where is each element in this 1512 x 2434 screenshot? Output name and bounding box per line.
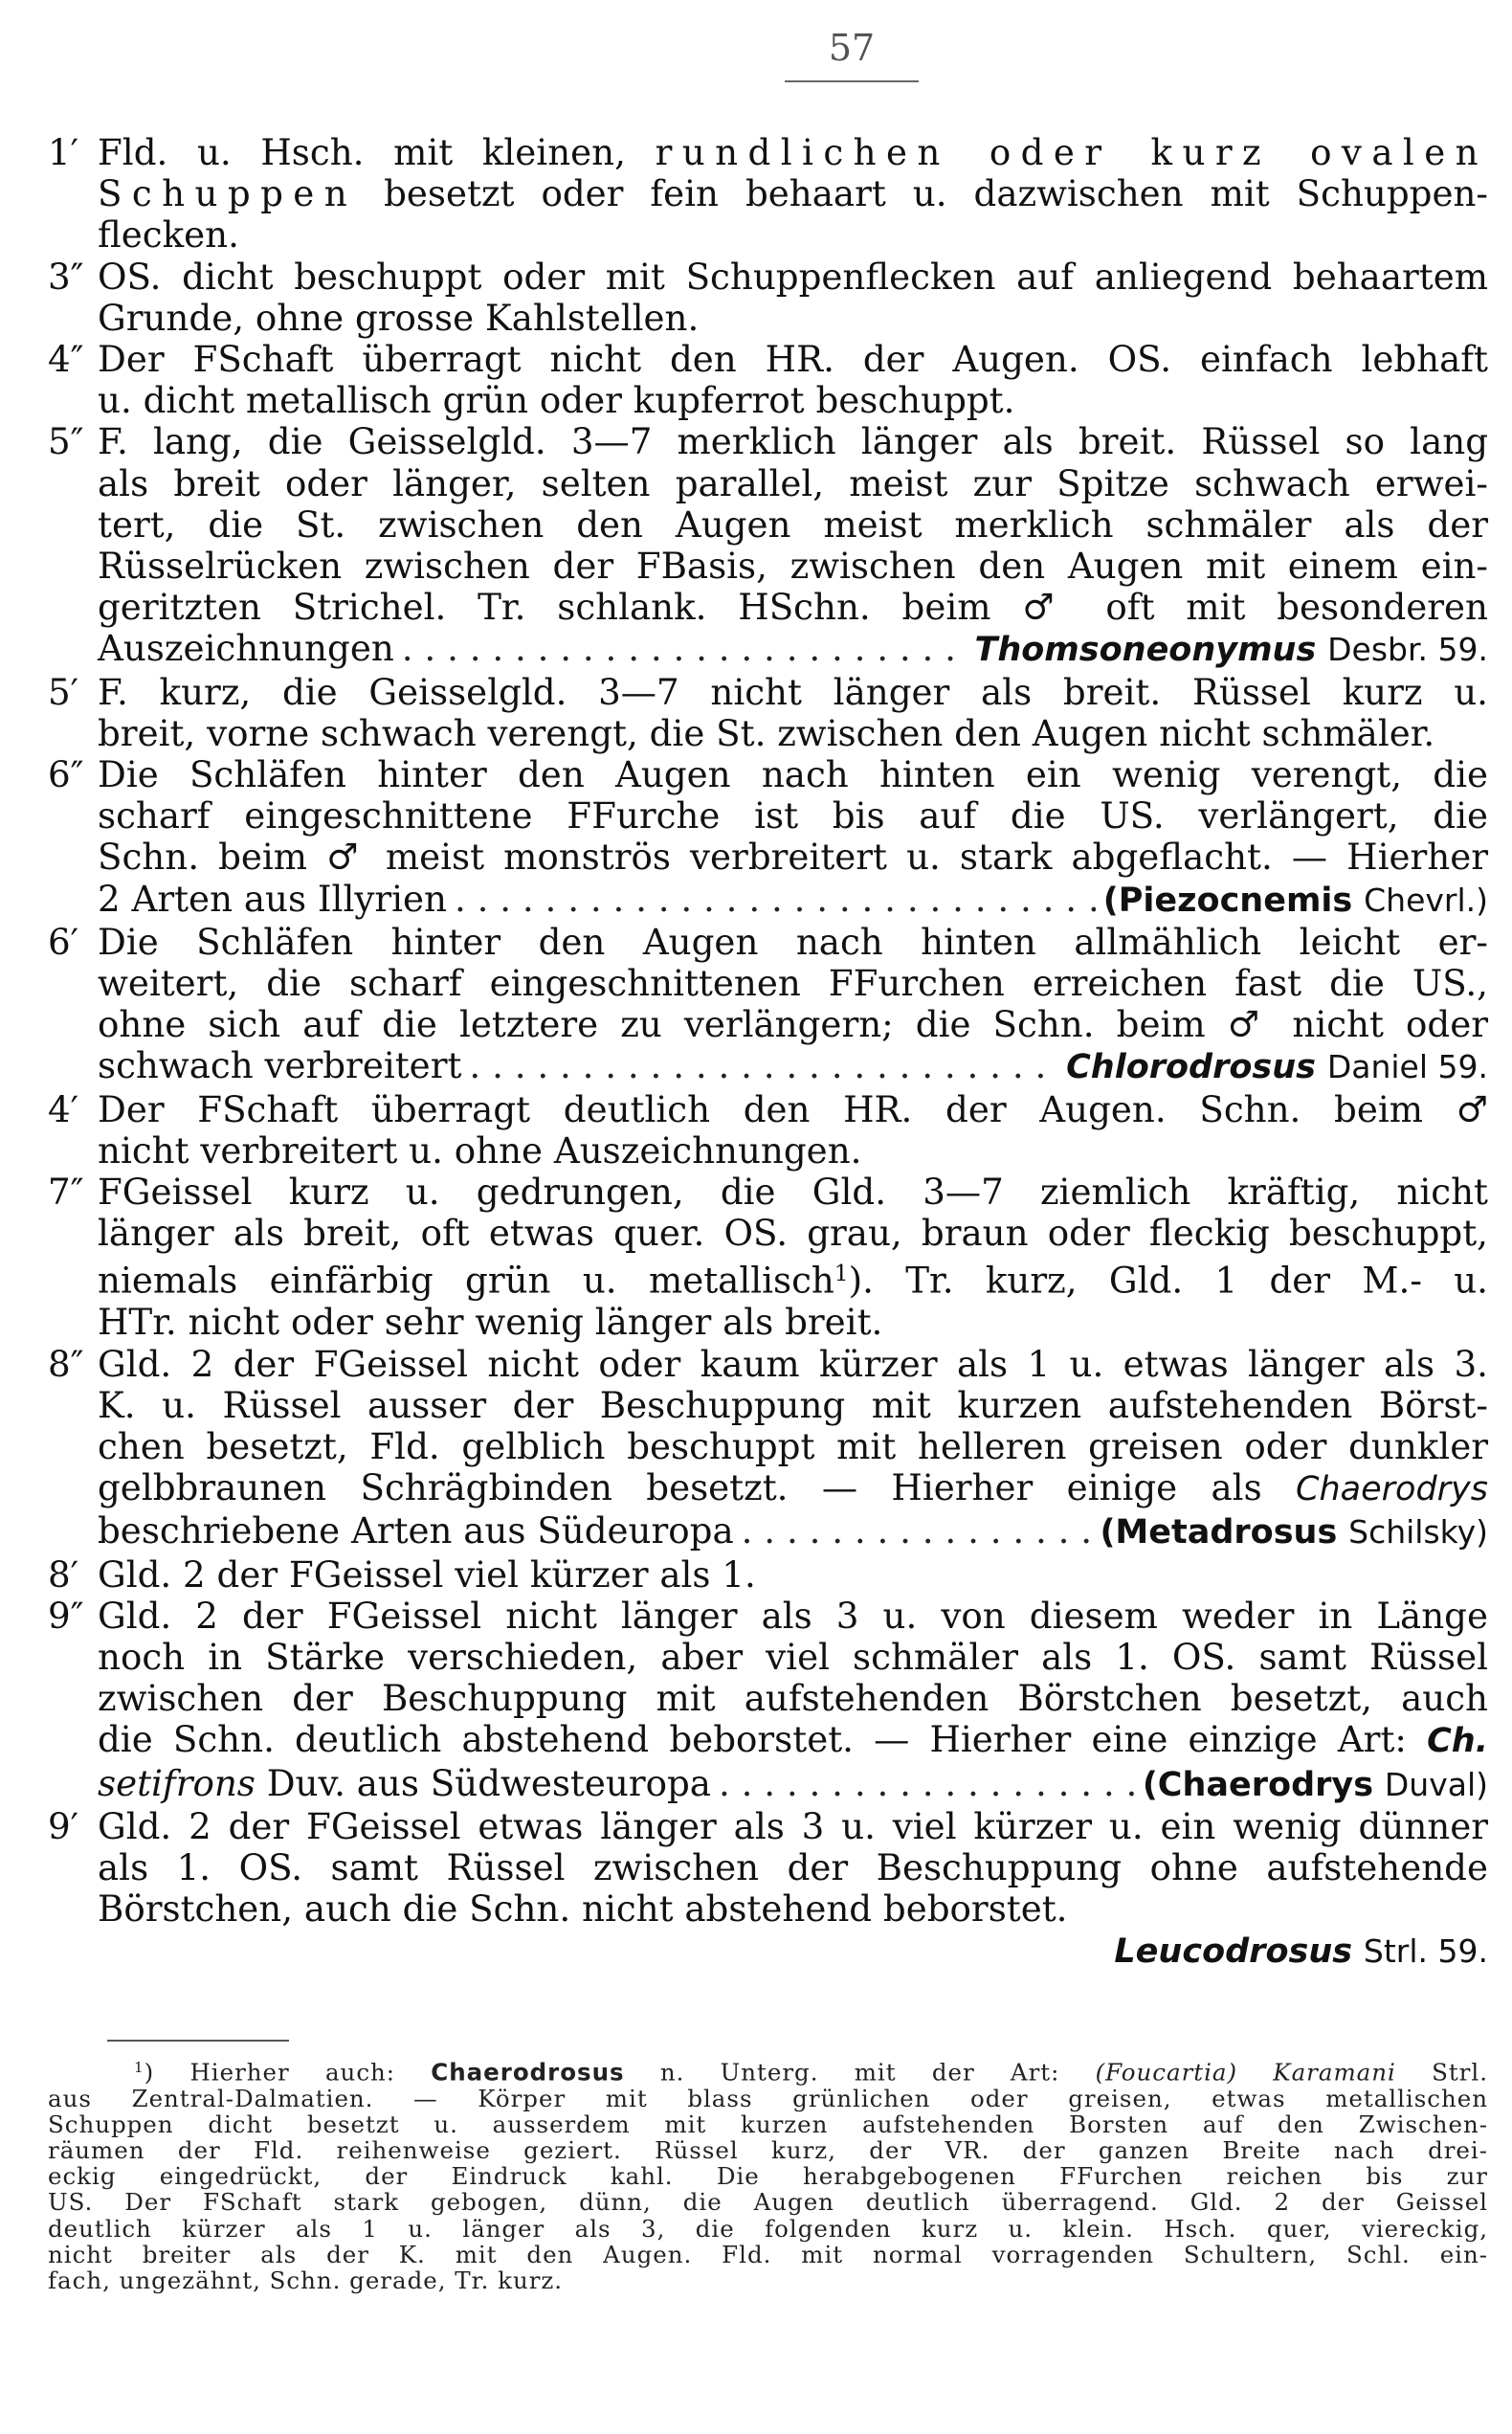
entry-line: Gld. 2 der FGeissel nicht länger als 3 u. von diesem weder in Länge	[98, 1594, 1488, 1637]
author: Strl. 59.	[1363, 1932, 1488, 1971]
genus-name: Chaerodrys	[1296, 1470, 1489, 1509]
entry-line: Gld. 2 der FGeissel etwas länger als 3 u. viel kürzer u. ein wenig dünner	[98, 1804, 1488, 1847]
entry-line: Gld. 2 der FGeissel nicht oder kaum kürzer als 1 u. etwas länger als 3.	[98, 1342, 1488, 1385]
footnote-line: Schuppen dicht besetzt u. ausserdem mit kurzen aufstehenden Borsten auf den Zwischen-	[48, 2110, 1488, 2138]
key-entry-7	[48, 1172, 1488, 1343]
key-entry-6prime	[48, 922, 1488, 1089]
entry-line: F. kurz, die Geisselgld. 3—7 nicht länger als breit. Rüssel kurz u.	[98, 670, 1488, 713]
entry-line: niemals einfärbig grün u. metallisch$^1$). Tr. kurz, Gld. 1 der M.- u.	[98, 1260, 1488, 1303]
species-name: Ch.	[1427, 1722, 1488, 1761]
footnote-ref: 1	[834, 1262, 849, 1287]
entry-line: flecken.	[98, 213, 239, 257]
entry-number: 5′	[48, 670, 79, 713]
entry-number: 1′	[48, 131, 79, 173]
entry-line: als 1. OS. samt Rüssel zwischen der Beschuppung ohne aufstehende	[98, 1846, 1488, 1888]
entry-line: u. dicht metallisch grün oder kupferrot beschuppt.	[98, 379, 1015, 422]
footnote	[48, 2055, 1488, 2293]
author: Schilsky)	[1348, 1513, 1488, 1552]
species-name: Karamani	[1273, 2058, 1396, 2087]
entry-number: 7″	[48, 1171, 84, 1214]
entry-line: HTr. nicht oder sehr wenig länger als breit.	[98, 1301, 883, 1344]
footnote-line: aus Zentral-Dalmatien. — Körper mit blass grünlichen oder greisen, etwas metallischen	[48, 2084, 1488, 2112]
footnote-mark: 1	[134, 2059, 145, 2076]
subgenus-name: (Foucartia)	[1095, 2058, 1238, 2087]
entry-line: geritzten Strichel. Tr. schlank. HSchn. beim ♂ oft mit besonderen	[98, 586, 1488, 629]
entry-number: 4″	[48, 338, 84, 381]
page-number-rule	[785, 80, 919, 82]
key-entry-5prime	[48, 672, 1488, 754]
entry-leader-line: setifrons Duv. aus Südwesteuropa . . . (Chaerodrys Duval)	[98, 1763, 1488, 1806]
species-name: setifrons	[98, 1761, 256, 1804]
entry-line: FGeissel kurz u. gedrungen, die Gld. 3—7 ziemlich kräftig, nicht	[98, 1171, 1488, 1214]
entry-leader-line: beschriebene Arten aus Südeuropa . . . (Metadrosus Schilsky)	[98, 1510, 1488, 1553]
genus-name: Leucodrosus	[1114, 1932, 1353, 1972]
leader-dots	[455, 879, 1096, 920]
leader-dots	[469, 1045, 1058, 1086]
genus-name: (Metadrosus	[1100, 1513, 1338, 1552]
entry-line: Der FSchaft überragt deutlich den HR. der Augen. Schn. beim ♂	[98, 1087, 1488, 1130]
entry-line: noch in Stärke verschieden, aber viel schmäler als 1. OS. samt Rüssel	[98, 1635, 1488, 1678]
genus-name: (Chaerodrys	[1142, 1765, 1374, 1804]
entry-line: ohne sich auf die letztere zu verlängern; die Schn. beim ♂ nicht oder	[98, 1003, 1488, 1046]
entry-line: gelbbraunen Schrägbinden besetzt. — Hierher einige als Chaerodrys	[98, 1466, 1489, 1509]
entry-line: chen besetzt, Fld. gelblich beschuppt mit helleren greisen oder dunkler	[98, 1424, 1488, 1467]
spaced-text: rundlichen oder kurz ovalen	[655, 131, 1489, 173]
entry-number: 9″	[48, 1594, 84, 1637]
leader-dots	[742, 1510, 1093, 1552]
entry-line: als breit oder länger, selten parallel, meist zur Spitze schwach erwei-	[98, 461, 1488, 504]
entry-number: 4′	[48, 1087, 79, 1130]
entry-number: 3″	[48, 255, 84, 298]
entry-number: 8″	[48, 1342, 84, 1385]
entry-line: F. lang, die Geisselgld. 3—7 merklich länger als breit. Rüssel so lang	[98, 420, 1488, 463]
entry-leader-line: schwach verbreitert . . . Chlorodrosus Daniel 59.	[98, 1045, 1488, 1088]
spaced-text: Schuppen	[98, 172, 358, 215]
footnote-line: nicht breiter als der K. mit den Augen. Fld. mit normal vorragenden Schultern, Schl. ein-	[48, 2240, 1488, 2268]
key-entry-5	[48, 421, 1488, 671]
footnote-line: eckig eingedrückt, der Eindruck kahl. Die herabgebogenen FFurchen reichen bis zur	[48, 2162, 1488, 2191]
author: Duval)	[1384, 1765, 1488, 1803]
footnote-line: US. Der FSchaft stark gebogen, dünn, die Augen deutlich überragend. Gld. 2 der Geissel	[48, 2188, 1488, 2217]
entry-line: weitert, die scharf eingeschnittenen FFurchen erreichen fast die US.,	[98, 962, 1488, 1005]
entry-line: OS. dicht beschuppt oder mit Schuppenflecken auf anliegend behaartem	[98, 255, 1488, 298]
entry-line: Schuppen besetzt oder fein behaart u. dazwischen mit Schuppen-	[98, 172, 1489, 215]
entry-line: die Schn. deutlich abstehend beborstet. — Hierher eine einzige Art: Ch.	[98, 1718, 1488, 1761]
entry-line: Schn. beim ♂ meist monströs verbreitert u. stark abgeflacht. — Hierher	[98, 836, 1488, 879]
entry-line: zwischen der Beschuppung mit aufstehenden Börstchen besetzt, auch	[98, 1677, 1488, 1720]
footnote-line: $^1$) Hierher auch: Chaerodrosus n. Unterg. mit der Art: (Foucartia) Karamani Strl.	[134, 2058, 1488, 2087]
key-entry-8	[48, 1344, 1488, 1554]
key-entry-9	[48, 1596, 1488, 1806]
entry-line: Der FSchaft überragt nicht den HR. der Augen. OS. einfach lebhaft	[98, 338, 1488, 381]
footnote-rule	[107, 2040, 289, 2042]
key-entry-8prime	[48, 1554, 1488, 1596]
entry-number: 8′	[48, 1552, 79, 1596]
entry-line: Börstchen, auch die Schn. nicht abstehend beborstet.	[98, 1887, 1068, 1931]
footnote-line: fach, ungezähnt, Schn. gerade, Tr. kurz.	[48, 2266, 564, 2294]
entry-line: Die Schläfen hinter den Augen nach hinten allmählich leicht er-	[98, 920, 1488, 963]
author: Desbr. 59.	[1327, 631, 1488, 669]
key-entry-9prime	[48, 1806, 1488, 1974]
entry-leader-line: Auszeichnungen . . . Thomsoneonymus Desbr. 59.	[98, 628, 1488, 671]
key-entry-4	[48, 339, 1488, 421]
footnote-line: räumen der Fld. reihenweise geziert. Rüssel kurz, der VR. der ganzen Breite nach drei-	[48, 2135, 1488, 2164]
author: Chevrl.)	[1364, 881, 1488, 919]
leader-dots	[719, 1763, 1135, 1804]
page-number: 57	[828, 27, 876, 69]
entry-terminal	[98, 1930, 1488, 1973]
entry-line: länger als breit, oft etwas quer. OS. grau, braun oder fleckig beschuppt,	[98, 1212, 1488, 1255]
entry-line: Grunde, ohne grosse Kahlstellen.	[98, 296, 700, 339]
entry-line: Gld. 2 der FGeissel viel kürzer als 1.	[98, 1552, 756, 1596]
entry-line: Rüsselrücken zwischen der FBasis, zwischen den Augen mit einem ein-	[98, 545, 1488, 588]
key-entry-6	[48, 754, 1488, 922]
entry-number: 9′	[48, 1804, 79, 1847]
footnote-line: deutlich kürzer als 1 u. länger als 3, die folgenden kurz u. klein. Hsch. quer, viereckig,	[48, 2214, 1488, 2243]
key-text	[48, 132, 1488, 1974]
entry-line: tert, die St. zwischen den Augen meist merklich schmäler als der	[98, 502, 1488, 546]
entry-line: K. u. Rüssel ausser der Beschuppung mit kurzen aufstehenden Börst-	[98, 1383, 1488, 1426]
genus-name: Thomsoneonymus	[974, 631, 1317, 670]
entry-line: nicht verbreitert u. ohne Auszeichnungen.	[98, 1128, 862, 1172]
author: Daniel 59.	[1326, 1048, 1488, 1086]
entry-line: Die Schläfen hinter den Augen nach hinten ein wenig verengt, die	[98, 753, 1488, 796]
entry-line: scharf eingeschnittene FFurche ist bis auf die US. verlängert, die	[98, 794, 1488, 837]
genus-name: (Piezocnemis	[1102, 881, 1353, 920]
genus-name: Chlorodrosus	[1066, 1048, 1316, 1087]
entry-leader-line: 2 Arten aus Illyrien . . . (Piezocnemis Chevrl.)	[98, 879, 1488, 922]
entry-number: 5″	[48, 420, 84, 463]
leader-dots	[402, 628, 967, 669]
entry-number: 6′	[48, 920, 79, 963]
genus-name: Chaerodrosus	[431, 2058, 625, 2087]
key-entry-4prime	[48, 1089, 1488, 1172]
key-entry-3	[48, 257, 1488, 339]
entry-line: Fld. u. Hsch. mit kleinen, rundlichen oder kurz ovalen	[98, 131, 1489, 173]
entry-line: breit, vorne schwach verengt, die St. zwischen den Augen nicht schmäler.	[98, 711, 1435, 754]
key-entry-1prime	[48, 132, 1488, 257]
entry-number: 6″	[48, 753, 84, 796]
